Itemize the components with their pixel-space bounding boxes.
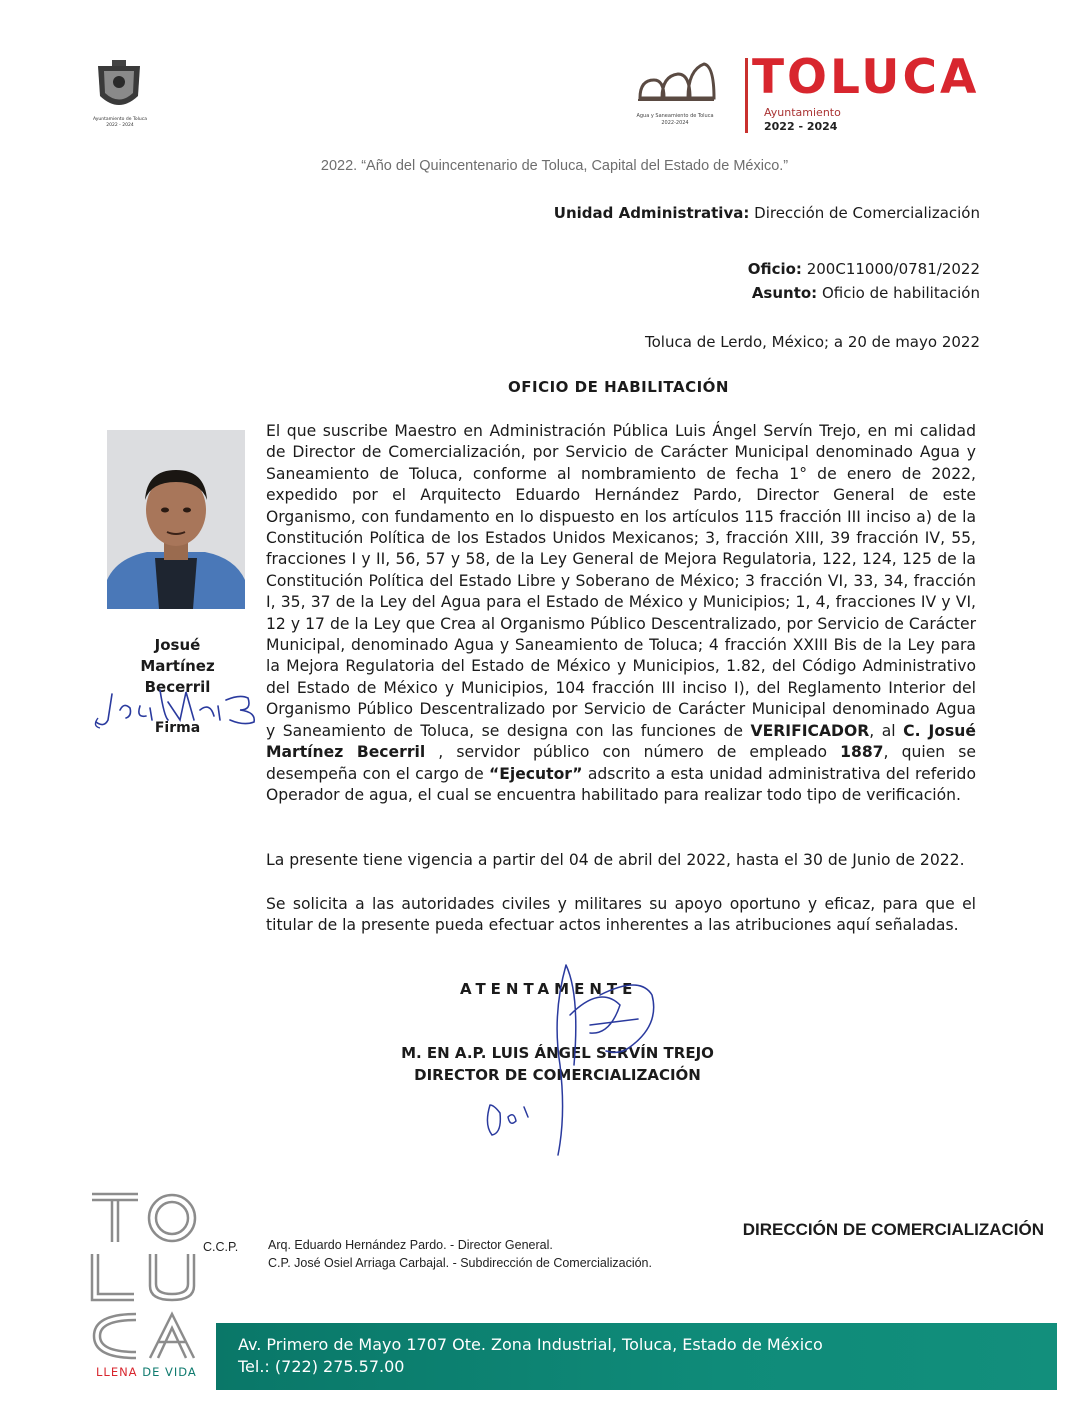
employee-number: 1887 — [840, 743, 884, 762]
ccp-label: C.C.P. — [203, 1240, 239, 1254]
closing-word: ATENTAMENTE — [460, 980, 638, 998]
body-paragraph-main: El que suscribe Maestro en Administración Pública Luis Ángel Servín Trejo, en mi calidad de Director de Comercialización, por Servicio de Carácter Municipal denominado Agua y Saneamiento de Toluca, conforme al nombramiento de fecha 1° de enero de 2022, expedido por el Arquitecto Eduardo Hernández Pardo, Director General de este Organismo, con fundamento en lo dispuesto en los artículos 115 fracción III inciso a) de la Constitución Política de los Estados Unidos Mexicanos; 3, fracción XIII, 39 fracción IV, 55, fracciones I y II, 56, 57 y 58, de la Ley General de Mejora Regulatoria, 122, 124, 125 de la Constitución Política del Estado Libre y Soberano de México; 3 fracción VI, 33, 34, fracción I, 35, 37 de la Ley del Agua para el Estado de México y Municipios; 1, 4, fracciones IV y VI, 12 y 17 de la Ley que Crea al Organismo Público Descentralizado, por Servicio de Carácter Municipal, denominado Agua y Saneamiento de Toluca; 4 fracción XXIII Bis de la Ley para la Mejora Regulatoria del Estado de México y Municipios, 1.82, del Código Administrativo del Estado de México y Municipios, 104 fracción III inciso I), del Reglamento Interior del Organismo Público Descentralizado por Servicio de Carácter Municipal denominado Agua y Saneamiento de Toluca, se designa con las funciones de VERIFICADOR, al C. Josué Martínez Becerril , servidor público con número de empleado 1887, quien se desempeña con el cargo de “Ejecutor” adscrito a esta unidad administrativa del referido Operador de agua, el cual se encuentra habilitado para realizar todo tipo de verificación. — [266, 422, 976, 804]
body-paragraph-request: Se solicita a las autoridades civiles y militares su apoyo oportuno y eficaz, para que el titular de la presente pueda efectuar actos inherentes a las atribuciones aquí señaladas. — [266, 895, 976, 935]
signer-name: M. EN A.P. LUIS ÁNGEL SERVÍN TREJO — [401, 1044, 714, 1062]
unit-label: Unidad Administrativa: — [553, 204, 750, 222]
employee-first-name: Josué — [154, 636, 201, 654]
portrait-icon — [107, 430, 245, 609]
department-label: DIRECCIÓN DE COMERCIALIZACIÓN — [742, 1220, 1044, 1239]
oficio-label: Oficio: — [747, 260, 802, 278]
footer-address: Av. Primero de Mayo 1707 Ote. Zona Industrial, Toluca, Estado de México — [238, 1335, 823, 1354]
year-motto: 2022. “Año del Quincentenario de Toluca, Capital del Estado de México.” — [320, 158, 789, 174]
role-verificador: VERIFICADOR — [750, 721, 870, 740]
signature-label: Firma — [154, 720, 201, 736]
employee-full-name: C. Josué Martínez Becerril — [266, 721, 976, 762]
city-council-label: Ayuntamiento — [764, 106, 841, 119]
place-date: Toluca de Lerdo, México; a 20 de mayo 2022 — [645, 333, 980, 351]
city-wordmark: TOLUCA — [752, 50, 980, 105]
toluca-grid-logo-icon — [88, 1190, 203, 1362]
oficio-number — [748, 260, 980, 278]
director-signature — [470, 955, 700, 1165]
asunto-value: Oficio de habilitación — [821, 284, 980, 302]
municipal-seal-icon — [92, 58, 146, 114]
ccp-recipient-1: Arq. Eduardo Hernández Pardo. - Director General. — [268, 1238, 553, 1252]
administrative-unit — [554, 204, 980, 222]
asunto-label: Asunto: — [751, 284, 818, 302]
unit-value: Dirección de Comercialización — [754, 204, 980, 222]
body-paragraph-validity: La presente tiene vigencia a partir del 04 de abril del 2022, hasta el 30 de Junio de 2022. — [266, 851, 965, 869]
employee-position: “Ejecutor” — [488, 764, 583, 783]
slogan: LLENA DE VIDA — [96, 1365, 197, 1379]
footer-phone: Tel.: (722) 275.57.00 — [238, 1357, 405, 1376]
subject-line — [752, 284, 980, 302]
oficio-value: 200C11000/0781/2022 — [806, 260, 980, 278]
header-divider — [745, 58, 748, 133]
seal-caption: Ayuntamiento de Toluca 2022 - 2024 — [93, 117, 147, 128]
ccp-recipient-2: C.P. José Osiel Arriaga Carbajal. - Subdirección de Comercialización. — [268, 1256, 652, 1270]
employee-last-name: Becerril — [144, 678, 211, 696]
employee-middle-name: Martínez — [140, 657, 215, 675]
water-utility-caption: Agua y Saneamiento de Toluca 2022-2024 — [636, 113, 714, 126]
document-title: OFICIO DE HABILITACIÓN — [508, 378, 729, 396]
signer-title: DIRECTOR DE COMERCIALIZACIÓN — [414, 1066, 701, 1084]
water-utility-logo-icon — [636, 58, 716, 106]
employee-photo — [107, 430, 245, 609]
city-council-period: 2022 - 2024 — [764, 120, 838, 133]
